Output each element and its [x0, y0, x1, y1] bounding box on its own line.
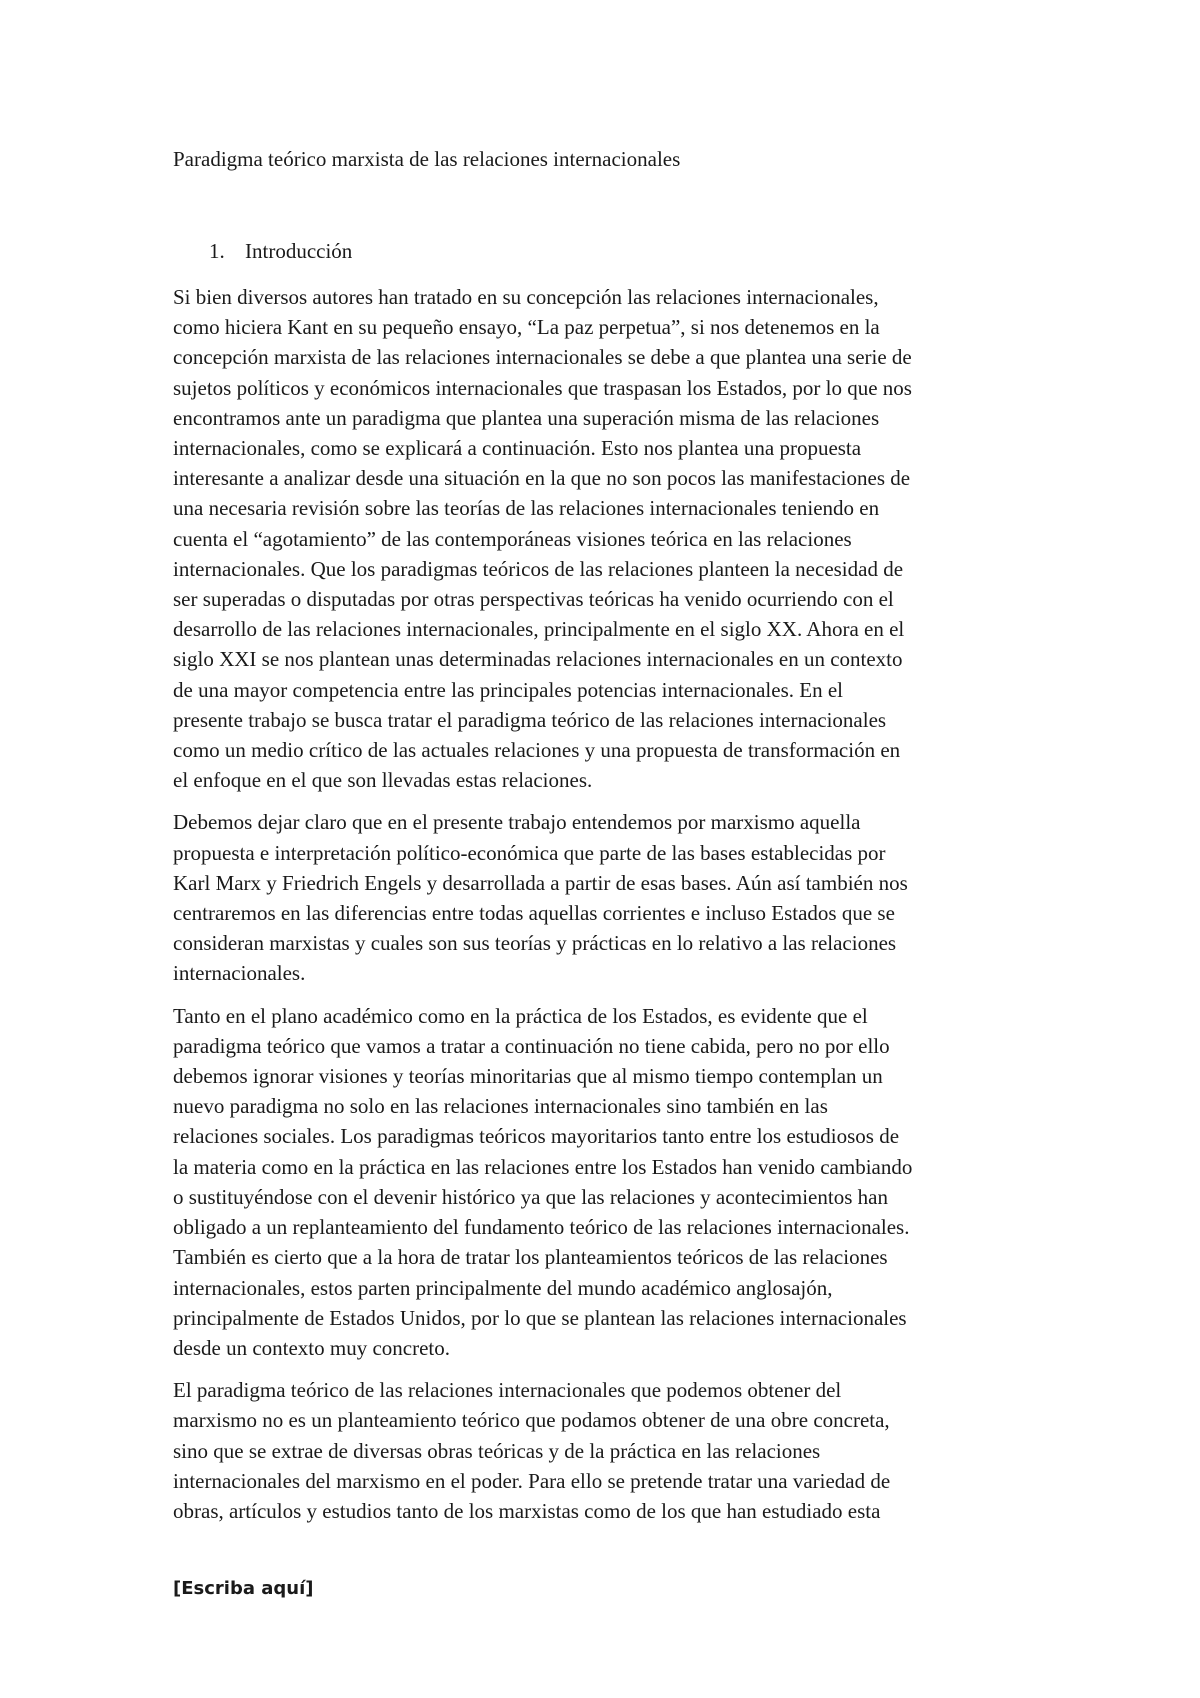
paragraph-line: como hiciera Kant en su pequeño ensayo, “La paz perpetua”, si nos detenemos en la	[173, 315, 880, 340]
paragraph-line: desarrollo de las relaciones internacionales, principalmente en el siglo XX. Ahora en el	[173, 617, 905, 642]
paragraph-line: siglo XXI se nos plantean unas determinadas relaciones internacionales en un contexto	[173, 647, 903, 672]
paragraph-line: propuesta e interpretación político-económica que parte de las bases establecidas por	[173, 840, 886, 865]
paragraph	[173, 282, 1058, 795]
paragraph-line: consideran marxistas y cuales son sus teorías y prácticas en lo relativo a las relaciones	[173, 931, 897, 956]
paragraph-line: debemos ignorar visiones y teorías minoritarias que al mismo tiempo contemplan un	[173, 1064, 883, 1089]
paragraph-line: presente trabajo se busca tratar el paradigma teórico de las relaciones internacionales	[173, 707, 887, 732]
paragraph-line: obras, artículos y estudios tanto de los marxistas como de los que han estudiado esta	[173, 1498, 881, 1523]
paragraph-line: la materia como en la práctica en las relaciones entre los Estados han venido cambiando	[173, 1154, 913, 1179]
section-title: Introducción	[245, 239, 353, 263]
paragraph-line: paradigma teórico que vamos a tratar a continuación no tiene cabida, pero no por ello	[173, 1033, 890, 1058]
paragraph-line: desde un contexto muy concreto.	[173, 1335, 450, 1360]
document-title: Paradigma teórico marxista de las relaciones internacionales	[173, 147, 681, 171]
paragraph-line: nuevo paradigma no solo en las relaciones internacionales sino también en las	[173, 1094, 828, 1119]
paragraph-line: de una mayor competencia entre las principales potencias internacionales. En el	[173, 677, 843, 702]
paragraph-line: encontramos ante un paradigma que plantea una superación misma de las relaciones	[173, 405, 880, 430]
paragraph-line: marxismo no es un planteamiento teórico que podamos obtener de una obre concreta,	[173, 1408, 890, 1433]
paragraph-line: Si bien diversos autores han tratado en su concepción las relaciones internacionales,	[173, 285, 879, 309]
paragraph-line: interesante a analizar desde una situación en la que no son pocos las manifestaciones de	[173, 466, 911, 491]
section-heading	[209, 236, 352, 266]
paragraph-line: sino que se extrae de diversas obras teóricas y de la práctica en las relaciones	[173, 1438, 821, 1463]
paragraph-line: Karl Marx y Friedrich Engels y desarrollada a partir de esas bases. Aún así también nos	[173, 870, 908, 895]
paragraph	[173, 807, 1058, 988]
paragraph-line: internacionales, estos parten principalmente del mundo académico anglosajón,	[173, 1275, 833, 1300]
paragraph-line: o sustituyéndose con el devenir histórico ya que las relaciones y acontecimientos han	[173, 1184, 888, 1209]
paragraph	[173, 1001, 1058, 1363]
paragraph-line: Debemos dejar claro que en el presente trabajo entendemos por marxismo aquella	[173, 810, 861, 835]
paragraph-line: obligado a un replanteamiento del fundamento teórico de las relaciones internacionales.	[173, 1215, 910, 1240]
paragraph-line: como un medio crítico de las actuales relaciones y una propuesta de transformación en	[173, 738, 901, 763]
footer-placeholder[interactable]: [Escriba aquí]	[173, 1578, 314, 1599]
paragraph-line: centraremos en las diferencias entre todas aquellas corrientes e incluso Estados que se	[173, 901, 895, 926]
paragraph-line: internacionales. Que los paradigmas teóricos de las relaciones planteen la necesidad de	[173, 556, 904, 581]
paragraph-line: ser superadas o disputadas por otras perspectivas teóricas ha venido ocurriendo con el	[173, 587, 894, 612]
paragraph-line: internacionales, como se explicará a continuación. Esto nos plantea una propuesta	[173, 436, 862, 461]
paragraph-line: internacionales del marxismo en el poder. Para ello se pretende tratar una variedad de	[173, 1468, 891, 1493]
paragraph-line: concepción marxista de las relaciones internacionales se debe a que plantea una serie de	[173, 345, 912, 370]
paragraph-line: relaciones sociales. Los paradigmas teóricos mayoritarios tanto entre los estudiosos de	[173, 1124, 900, 1149]
paragraph-line: También es cierto que a la hora de tratar los planteamientos teóricos de las relaciones	[173, 1245, 888, 1270]
paragraph-line: Tanto en el plano académico como en la práctica de los Estados, es evidente que el	[173, 1003, 868, 1028]
paragraph-line: principalmente de Estados Unidos, por lo que se plantean las relaciones internacionales	[173, 1305, 907, 1330]
paragraph-line: el enfoque en el que son llevadas estas relaciones.	[173, 768, 593, 793]
paragraph-line: una necesaria revisión sobre las teorías de las relaciones internacionales teniendo en	[173, 496, 880, 521]
section-number: 1.	[209, 239, 225, 263]
paragraph-line: El paradigma teórico de las relaciones internacionales que podemos obtener del	[173, 1378, 842, 1403]
paragraph-line: sujetos políticos y económicos internacionales que traspasan los Estados, por lo que nos	[173, 375, 912, 400]
paragraph	[173, 1375, 1058, 1526]
paragraph-line: cuenta el “agotamiento” de las contemporáneas visiones teórica en las relaciones	[173, 526, 852, 551]
document-body	[173, 282, 1058, 1538]
paragraph-line: internacionales.	[173, 961, 306, 986]
